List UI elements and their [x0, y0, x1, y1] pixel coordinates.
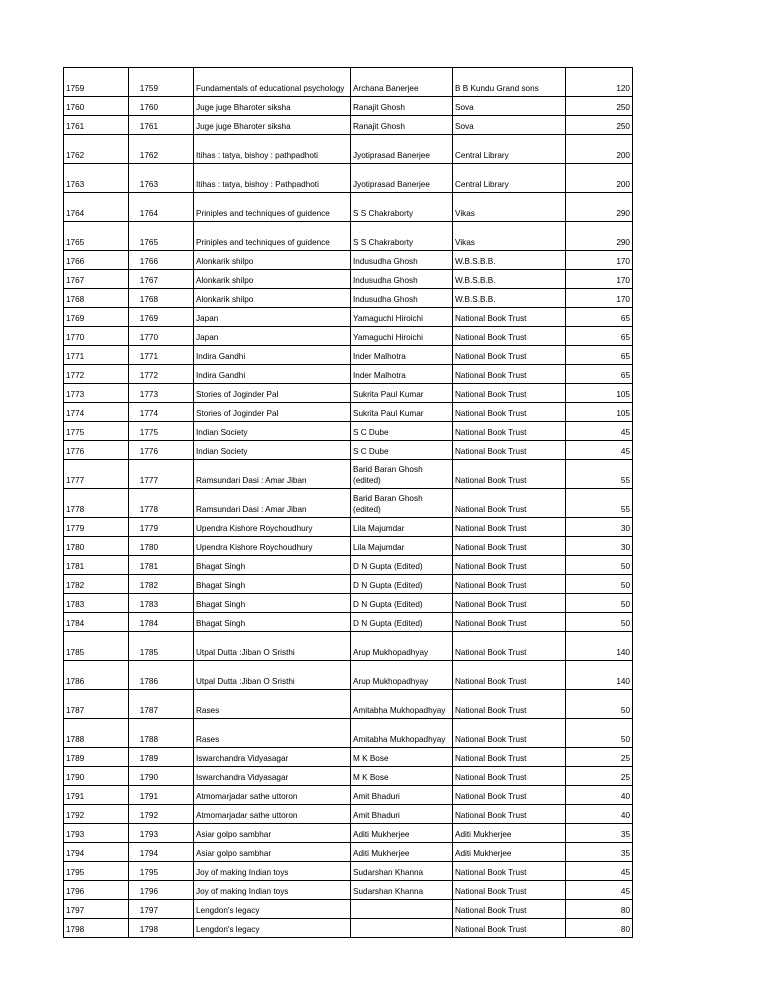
author-cell: Indusudha Ghosh	[351, 251, 453, 270]
serial-number-cell: 1786	[64, 661, 129, 690]
table-row	[64, 289, 633, 308]
publisher-cell: National Book Trust	[453, 537, 566, 556]
table-row	[64, 613, 633, 632]
serial-number-cell: 1787	[64, 690, 129, 719]
publisher-cell: National Book Trust	[453, 719, 566, 748]
title-cell: Iswarchandra Vidyasagar	[194, 767, 351, 786]
serial-number-cell: 1789	[64, 748, 129, 767]
price-cell: 55	[566, 489, 633, 518]
title-cell: Alonkarik shilpo	[194, 251, 351, 270]
publisher-cell: National Book Trust	[453, 748, 566, 767]
title-cell: Utpal Dutta :Jiban O Sristhi	[194, 661, 351, 690]
author-cell: S S Chakraborty	[351, 193, 453, 222]
price-cell: 30	[566, 537, 633, 556]
publisher-cell: National Book Trust	[453, 661, 566, 690]
serial-number-cell: 1796	[64, 881, 129, 900]
table-row	[64, 403, 633, 422]
price-cell: 80	[566, 919, 633, 938]
table-row	[64, 556, 633, 575]
serial-number-cell: 1797	[64, 900, 129, 919]
publisher-cell: National Book Trust	[453, 881, 566, 900]
author-cell: Sukrita Paul Kumar	[351, 384, 453, 403]
table-row	[64, 786, 633, 805]
publisher-cell: National Book Trust	[453, 690, 566, 719]
serial-number-cell: 1766	[64, 251, 129, 270]
serial-number-cell: 1776	[64, 441, 129, 460]
accession-number-cell: 1774	[129, 403, 194, 422]
price-cell: 45	[566, 881, 633, 900]
table-row	[64, 327, 633, 346]
serial-number-cell: 1783	[64, 594, 129, 613]
title-cell: Juge juge Bharoter siksha	[194, 116, 351, 135]
author-cell: Amitabha Mukhopadhyay	[351, 690, 453, 719]
publisher-cell: Sova	[453, 116, 566, 135]
table-row	[64, 135, 633, 164]
author-cell: Ranajit Ghosh	[351, 97, 453, 116]
price-cell: 105	[566, 403, 633, 422]
publisher-cell: Aditi Mukherjee	[453, 843, 566, 862]
publisher-cell: W.B.S.B.B.	[453, 251, 566, 270]
price-cell: 65	[566, 308, 633, 327]
publisher-cell: National Book Trust	[453, 900, 566, 919]
title-cell: Indira Gandhi	[194, 346, 351, 365]
price-cell: 290	[566, 193, 633, 222]
table-row	[64, 805, 633, 824]
book-register-table	[63, 67, 633, 938]
author-cell: Barid Baran Ghosh (edited)	[351, 489, 453, 518]
price-cell: 45	[566, 422, 633, 441]
title-cell: Lengdon's legacy	[194, 900, 351, 919]
title-cell: Itihas : tatya, bishoy : Pathpadhoti	[194, 164, 351, 193]
accession-number-cell: 1759	[129, 68, 194, 97]
table-row	[64, 460, 633, 489]
publisher-cell: National Book Trust	[453, 327, 566, 346]
title-cell: Alonkarik shilpo	[194, 270, 351, 289]
author-cell: Arup Mukhopadhyay	[351, 632, 453, 661]
author-cell: D N Gupta (Edited)	[351, 575, 453, 594]
serial-number-cell: 1798	[64, 919, 129, 938]
accession-number-cell: 1760	[129, 97, 194, 116]
table-row	[64, 308, 633, 327]
title-cell: Bhagat Singh	[194, 556, 351, 575]
author-cell: M K Bose	[351, 748, 453, 767]
serial-number-cell: 1769	[64, 308, 129, 327]
serial-number-cell: 1764	[64, 193, 129, 222]
author-cell: Aditi Mukherjee	[351, 843, 453, 862]
price-cell: 200	[566, 164, 633, 193]
table-row	[64, 518, 633, 537]
table-row	[64, 748, 633, 767]
publisher-cell: Sova	[453, 97, 566, 116]
price-cell: 30	[566, 518, 633, 537]
table-row	[64, 719, 633, 748]
table-row	[64, 270, 633, 289]
table-row	[64, 632, 633, 661]
table-row	[64, 422, 633, 441]
price-cell: 45	[566, 441, 633, 460]
author-cell: Ranajit Ghosh	[351, 116, 453, 135]
serial-number-cell: 1778	[64, 489, 129, 518]
accession-number-cell: 1797	[129, 900, 194, 919]
title-cell: Ramsundari Dasi : Amar Jiban	[194, 489, 351, 518]
author-cell: Barid Baran Ghosh (edited)	[351, 460, 453, 489]
title-cell: Japan	[194, 327, 351, 346]
title-cell: Stories of Joginder Pal	[194, 384, 351, 403]
price-cell: 170	[566, 270, 633, 289]
title-cell: Joy of making Indian toys	[194, 881, 351, 900]
table-row	[64, 900, 633, 919]
title-cell: Japan	[194, 308, 351, 327]
publisher-cell: National Book Trust	[453, 308, 566, 327]
author-cell: S C Dube	[351, 441, 453, 460]
table-row	[64, 843, 633, 862]
title-cell: Bhagat Singh	[194, 594, 351, 613]
publisher-cell: National Book Trust	[453, 518, 566, 537]
accession-number-cell: 1780	[129, 537, 194, 556]
publisher-cell: National Book Trust	[453, 346, 566, 365]
author-cell: Yamaguchi Hiroichi	[351, 327, 453, 346]
author-cell: Amit Bhaduri	[351, 805, 453, 824]
accession-number-cell: 1782	[129, 575, 194, 594]
serial-number-cell: 1773	[64, 384, 129, 403]
accession-number-cell: 1775	[129, 422, 194, 441]
accession-number-cell: 1766	[129, 251, 194, 270]
price-cell: 50	[566, 594, 633, 613]
serial-number-cell: 1768	[64, 289, 129, 308]
price-cell: 65	[566, 346, 633, 365]
accession-number-cell: 1787	[129, 690, 194, 719]
author-cell: Lila Majumdar	[351, 518, 453, 537]
serial-number-cell: 1759	[64, 68, 129, 97]
author-cell: Sudarshan Khanna	[351, 862, 453, 881]
table-row	[64, 575, 633, 594]
title-cell: Upendra Kishore Roychoudhury	[194, 518, 351, 537]
price-cell: 45	[566, 862, 633, 881]
publisher-cell: Vikas	[453, 222, 566, 251]
price-cell: 250	[566, 116, 633, 135]
title-cell: Stories of Joginder Pal	[194, 403, 351, 422]
table-row	[64, 919, 633, 938]
table-row	[64, 881, 633, 900]
title-cell: Fundamentals of educational psychology	[194, 68, 351, 97]
author-cell: Lila Majumdar	[351, 537, 453, 556]
accession-number-cell: 1761	[129, 116, 194, 135]
accession-number-cell: 1770	[129, 327, 194, 346]
author-cell	[351, 919, 453, 938]
title-cell: Indian Society	[194, 441, 351, 460]
serial-number-cell: 1791	[64, 786, 129, 805]
table-row	[64, 384, 633, 403]
serial-number-cell: 1795	[64, 862, 129, 881]
serial-number-cell: 1761	[64, 116, 129, 135]
title-cell: Rases	[194, 719, 351, 748]
accession-number-cell: 1781	[129, 556, 194, 575]
table-row	[64, 251, 633, 270]
title-cell: Asiar golpo sambhar	[194, 824, 351, 843]
accession-number-cell: 1777	[129, 460, 194, 489]
price-cell: 170	[566, 289, 633, 308]
table-row	[64, 537, 633, 556]
price-cell: 50	[566, 719, 633, 748]
author-cell: Indusudha Ghosh	[351, 270, 453, 289]
serial-number-cell: 1767	[64, 270, 129, 289]
title-cell: Alonkarik shilpo	[194, 289, 351, 308]
author-cell: Inder Malhotra	[351, 346, 453, 365]
price-cell: 105	[566, 384, 633, 403]
accession-number-cell: 1786	[129, 661, 194, 690]
table-row	[64, 862, 633, 881]
price-cell: 50	[566, 613, 633, 632]
accession-number-cell: 1791	[129, 786, 194, 805]
publisher-cell: National Book Trust	[453, 862, 566, 881]
price-cell: 35	[566, 843, 633, 862]
table-row	[64, 824, 633, 843]
accession-number-cell: 1795	[129, 862, 194, 881]
table-row	[64, 767, 633, 786]
price-cell: 55	[566, 460, 633, 489]
publisher-cell: National Book Trust	[453, 919, 566, 938]
price-cell: 140	[566, 661, 633, 690]
serial-number-cell: 1781	[64, 556, 129, 575]
publisher-cell: National Book Trust	[453, 594, 566, 613]
publisher-cell: National Book Trust	[453, 460, 566, 489]
table-row	[64, 489, 633, 518]
accession-number-cell: 1783	[129, 594, 194, 613]
title-cell: Iswarchandra Vidyasagar	[194, 748, 351, 767]
serial-number-cell: 1780	[64, 537, 129, 556]
serial-number-cell: 1779	[64, 518, 129, 537]
author-cell: Inder Malhotra	[351, 365, 453, 384]
publisher-cell: National Book Trust	[453, 489, 566, 518]
author-cell: D N Gupta (Edited)	[351, 556, 453, 575]
accession-number-cell: 1776	[129, 441, 194, 460]
title-cell: Atmomarjadar sathe uttoron	[194, 786, 351, 805]
author-cell: Jyotiprasad Banerjee	[351, 164, 453, 193]
serial-number-cell: 1771	[64, 346, 129, 365]
serial-number-cell: 1782	[64, 575, 129, 594]
table-row	[64, 346, 633, 365]
publisher-cell: B B Kundu Grand sons	[453, 68, 566, 97]
accession-number-cell: 1771	[129, 346, 194, 365]
title-cell: Upendra Kishore Roychoudhury	[194, 537, 351, 556]
price-cell: 200	[566, 135, 633, 164]
price-cell: 80	[566, 900, 633, 919]
author-cell: Archana Banerjee	[351, 68, 453, 97]
price-cell: 65	[566, 365, 633, 384]
table-row	[64, 97, 633, 116]
title-cell: Indira Gandhi	[194, 365, 351, 384]
accession-number-cell: 1784	[129, 613, 194, 632]
serial-number-cell: 1794	[64, 843, 129, 862]
serial-number-cell: 1775	[64, 422, 129, 441]
title-cell: Bhagat Singh	[194, 613, 351, 632]
serial-number-cell: 1765	[64, 222, 129, 251]
publisher-cell: National Book Trust	[453, 556, 566, 575]
author-cell: Amitabha Mukhopadhyay	[351, 719, 453, 748]
price-cell: 290	[566, 222, 633, 251]
accession-number-cell: 1798	[129, 919, 194, 938]
publisher-cell: National Book Trust	[453, 441, 566, 460]
author-cell: D N Gupta (Edited)	[351, 613, 453, 632]
price-cell: 40	[566, 805, 633, 824]
accession-number-cell: 1763	[129, 164, 194, 193]
title-cell: Priniples and techniques of guidence	[194, 222, 351, 251]
accession-number-cell: 1788	[129, 719, 194, 748]
table-row	[64, 222, 633, 251]
table-row	[64, 193, 633, 222]
accession-number-cell: 1789	[129, 748, 194, 767]
table-row	[64, 661, 633, 690]
publisher-cell: National Book Trust	[453, 632, 566, 661]
title-cell: Atmomarjadar sathe uttoron	[194, 805, 351, 824]
publisher-cell: W.B.S.B.B.	[453, 270, 566, 289]
table-row	[64, 365, 633, 384]
accession-number-cell: 1793	[129, 824, 194, 843]
author-cell: D N Gupta (Edited)	[351, 594, 453, 613]
serial-number-cell: 1792	[64, 805, 129, 824]
author-cell: Yamaguchi Hiroichi	[351, 308, 453, 327]
serial-number-cell: 1784	[64, 613, 129, 632]
serial-number-cell: 1762	[64, 135, 129, 164]
price-cell: 170	[566, 251, 633, 270]
title-cell: Indian Society	[194, 422, 351, 441]
serial-number-cell: 1763	[64, 164, 129, 193]
price-cell: 25	[566, 767, 633, 786]
accession-number-cell: 1767	[129, 270, 194, 289]
accession-number-cell: 1792	[129, 805, 194, 824]
price-cell: 50	[566, 556, 633, 575]
table-row	[64, 116, 633, 135]
price-cell: 35	[566, 824, 633, 843]
author-cell: Jyotiprasad Banerjee	[351, 135, 453, 164]
author-cell: Arup Mukhopadhyay	[351, 661, 453, 690]
publisher-cell: National Book Trust	[453, 805, 566, 824]
accession-number-cell: 1785	[129, 632, 194, 661]
price-cell: 250	[566, 97, 633, 116]
price-cell: 50	[566, 690, 633, 719]
table-row	[64, 690, 633, 719]
author-cell: Amit Bhaduri	[351, 786, 453, 805]
accession-number-cell: 1794	[129, 843, 194, 862]
table-row	[64, 594, 633, 613]
publisher-cell: Vikas	[453, 193, 566, 222]
price-cell: 65	[566, 327, 633, 346]
accession-number-cell: 1764	[129, 193, 194, 222]
accession-number-cell: 1779	[129, 518, 194, 537]
accession-number-cell: 1790	[129, 767, 194, 786]
publisher-cell: National Book Trust	[453, 767, 566, 786]
author-cell: Aditi Mukherjee	[351, 824, 453, 843]
title-cell: Itihas : tatya, bishoy : pathpadhoti	[194, 135, 351, 164]
serial-number-cell: 1785	[64, 632, 129, 661]
author-cell	[351, 900, 453, 919]
serial-number-cell: 1777	[64, 460, 129, 489]
publisher-cell: National Book Trust	[453, 384, 566, 403]
serial-number-cell: 1772	[64, 365, 129, 384]
publisher-cell: W.B.S.B.B.	[453, 289, 566, 308]
author-cell: Indusudha Ghosh	[351, 289, 453, 308]
price-cell: 50	[566, 575, 633, 594]
title-cell: Asiar golpo sambhar	[194, 843, 351, 862]
publisher-cell: Central Library	[453, 135, 566, 164]
accession-number-cell: 1773	[129, 384, 194, 403]
publisher-cell: National Book Trust	[453, 575, 566, 594]
price-cell: 140	[566, 632, 633, 661]
title-cell: Ramsundari Dasi : Amar Jiban	[194, 460, 351, 489]
publisher-cell: National Book Trust	[453, 403, 566, 422]
serial-number-cell: 1770	[64, 327, 129, 346]
publisher-cell: National Book Trust	[453, 786, 566, 805]
title-cell: Priniples and techniques of guidence	[194, 193, 351, 222]
serial-number-cell: 1793	[64, 824, 129, 843]
table-row	[64, 441, 633, 460]
publisher-cell: National Book Trust	[453, 613, 566, 632]
table-row	[64, 68, 633, 97]
publisher-cell: Aditi Mukherjee	[453, 824, 566, 843]
serial-number-cell: 1774	[64, 403, 129, 422]
author-cell: S C Dube	[351, 422, 453, 441]
accession-number-cell: 1768	[129, 289, 194, 308]
publisher-cell: National Book Trust	[453, 365, 566, 384]
accession-number-cell: 1796	[129, 881, 194, 900]
accession-number-cell: 1762	[129, 135, 194, 164]
price-cell: 40	[566, 786, 633, 805]
table-row	[64, 164, 633, 193]
title-cell: Rases	[194, 690, 351, 719]
publisher-cell: National Book Trust	[453, 422, 566, 441]
author-cell: Sudarshan Khanna	[351, 881, 453, 900]
accession-number-cell: 1772	[129, 365, 194, 384]
author-cell: Sukrita Paul Kumar	[351, 403, 453, 422]
author-cell: M K Bose	[351, 767, 453, 786]
title-cell: Utpal Dutta :Jiban O Sristhi	[194, 632, 351, 661]
accession-number-cell: 1769	[129, 308, 194, 327]
title-cell: Bhagat Singh	[194, 575, 351, 594]
table-body	[64, 68, 633, 938]
title-cell: Joy of making Indian toys	[194, 862, 351, 881]
serial-number-cell: 1760	[64, 97, 129, 116]
title-cell: Juge juge Bharoter siksha	[194, 97, 351, 116]
publisher-cell: Central Library	[453, 164, 566, 193]
accession-number-cell: 1778	[129, 489, 194, 518]
title-cell: Lengdon's legacy	[194, 919, 351, 938]
serial-number-cell: 1788	[64, 719, 129, 748]
price-cell: 120	[566, 68, 633, 97]
author-cell: S S Chakraborty	[351, 222, 453, 251]
serial-number-cell: 1790	[64, 767, 129, 786]
price-cell: 25	[566, 748, 633, 767]
accession-number-cell: 1765	[129, 222, 194, 251]
